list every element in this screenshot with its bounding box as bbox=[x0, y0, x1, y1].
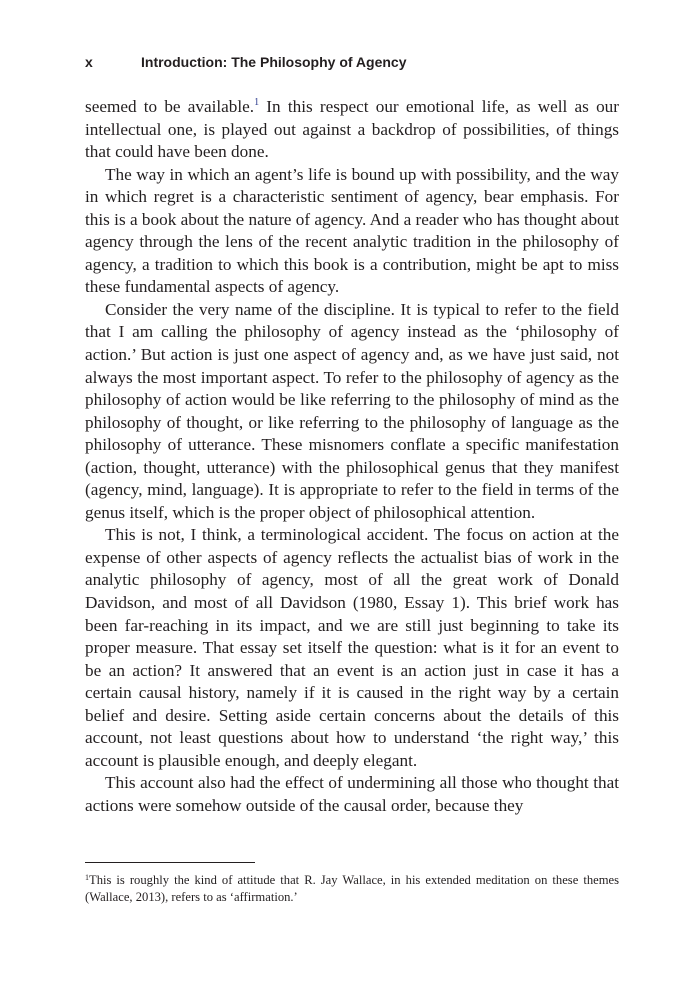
running-title: Introduction: The Philosophy of Agency bbox=[141, 54, 407, 70]
footnote-divider bbox=[85, 862, 255, 863]
paragraph-1 bbox=[85, 96, 619, 164]
footnote-reference[interactable]: 1 bbox=[254, 97, 260, 108]
paragraph-3: Consider the very name of the discipline. It is typical to refer to the field that I am calling the philosophy of agency instead as the ‘philosophy of action.’ But action is just one aspect of agency and, as we have just said, not always the most important aspect. To refer to the philosophy of agency as the philosophy of action would be like referring to the philosophy of mind as the philosophy of thought, or like referring to the philosophy of language as the philosophy of utterance. These misnomers conflate a specific manifestation (action, thought, utterance) with the philosophical genus that they manifest (agency, mind, language). It is appropriate to refer to the field in terms of the genus itself, which is the proper object of philosophical attention. bbox=[85, 299, 619, 522]
footnote-marker: 1 bbox=[85, 873, 89, 882]
running-header bbox=[85, 53, 406, 71]
paragraph-4: This is not, I think, a terminological accident. The focus on action at the expense of other aspects of agency reflects the actualist bias of work in the analytic philosophy of agency, most of all the great work of Donald Davidson, and most of all Davidson (1980, Essay 1). This brief work has been far-reaching in its impact, and we are still just beginning to take its proper measure. That essay set itself the question: what is it for an event to be an action? It answered that an event is an action just in case it has a certain causal history, namely if it is caused in the right way by a certain belief and desire. Setting aside certain concerns about the details of this account, not least questions about how to understand ‘the right way,’ this account is plausible enough, and deeply elegant. bbox=[85, 525, 619, 770]
paragraph-5: This account also had the effect of undermining all those who thought that actions were somehow outside of the causal order, because they bbox=[85, 773, 619, 815]
body-text bbox=[85, 96, 619, 818]
page-number: x bbox=[85, 54, 93, 70]
paragraph-1-lead: seemed to be available. bbox=[85, 97, 255, 116]
paragraph-1-rest: In this respect our emotional life, as well as our intellectual one, is played out against a backdrop of possibilities, of things that could have been done. bbox=[85, 97, 619, 162]
footnote-text: This is roughly the kind of attitude that R. Jay Wallace, in his extended meditation on these themes (Wallace, 2013), refers to as ‘affirmation.’ bbox=[85, 873, 619, 904]
paragraph-2: The way in which an agent’s life is bound up with possibility, and the way in which regret is a characteristic sentiment of agency, bear emphasis. For this is a book about the nature of agency. And a reader who has thought about agency through the lens of the recent analytic tradition in the philosophy of agency, a tradition to which this book is a contribution, might be apt to miss these fundamental aspects of agency. bbox=[85, 164, 619, 297]
footnote bbox=[85, 872, 619, 906]
